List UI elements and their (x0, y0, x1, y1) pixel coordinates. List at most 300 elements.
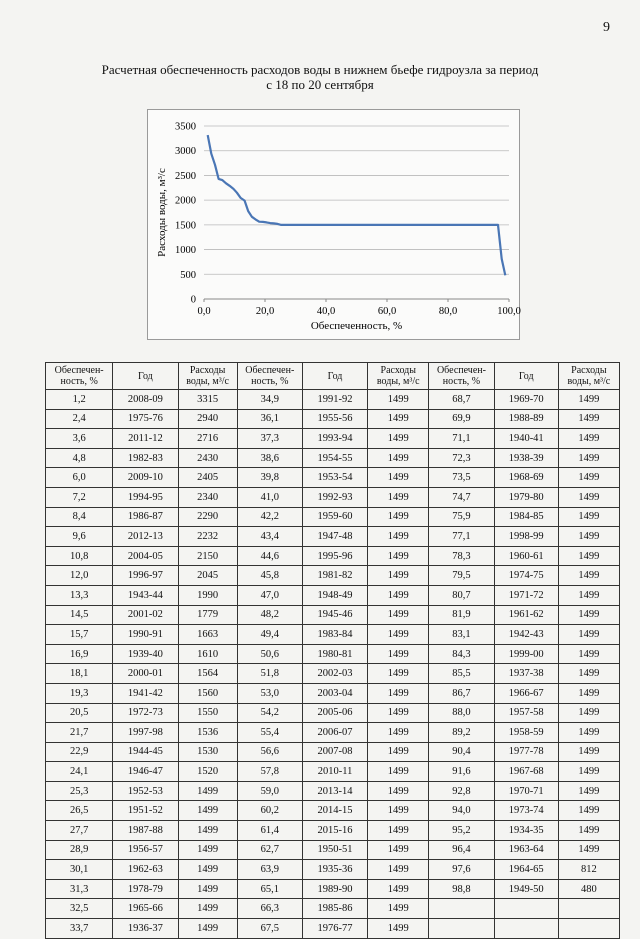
table-cell: 27,7 (46, 821, 113, 841)
y-tick-label: 1000 (175, 245, 196, 257)
column-header: Год (113, 363, 178, 390)
x-tick-label: 80,0 (438, 306, 458, 317)
table-cell: 60,2 (237, 801, 302, 821)
table-cell: 28,9 (46, 840, 113, 860)
table-cell: 97,6 (429, 860, 494, 880)
table-cell: 89,2 (429, 723, 494, 743)
table-cell: 1499 (368, 723, 429, 743)
table-cell: 1989-90 (302, 879, 367, 899)
table-cell: 79,5 (429, 566, 494, 586)
table-cell: 2002-03 (302, 664, 367, 684)
table-cell: 2008-09 (113, 390, 178, 410)
table-cell: 22,9 (46, 742, 113, 762)
data-table (45, 362, 620, 939)
table-cell: 31,3 (46, 879, 113, 899)
table-row (46, 448, 620, 468)
table-cell: 1934-35 (494, 821, 558, 841)
table-cell: 1955-56 (302, 409, 367, 429)
table-row (46, 625, 620, 645)
table-row (46, 821, 620, 841)
table-cell: 85,5 (429, 664, 494, 684)
table-cell: 54,2 (237, 703, 302, 723)
table-cell (558, 919, 619, 939)
table-cell (429, 919, 494, 939)
table-cell: 1938-39 (494, 448, 558, 468)
table-cell: 1499 (368, 840, 429, 860)
table-cell: 1499 (558, 507, 619, 527)
table-cell: 95,2 (429, 821, 494, 841)
table-row (46, 507, 620, 527)
table-cell: 1971-72 (494, 585, 558, 605)
table-cell: 33,7 (46, 919, 113, 939)
table-cell: 1976-77 (302, 919, 367, 939)
table-cell: 2001-02 (113, 605, 178, 625)
table-row (46, 919, 620, 939)
table-cell: 2004-05 (113, 546, 178, 566)
table-cell: 1499 (368, 664, 429, 684)
table-cell: 1499 (368, 781, 429, 801)
table-cell: 1960-61 (494, 546, 558, 566)
table-cell: 13,3 (46, 585, 113, 605)
table-cell: 66,3 (237, 899, 302, 919)
table-cell: 1499 (558, 625, 619, 645)
table-cell: 2430 (178, 448, 237, 468)
table-cell: 21,7 (46, 723, 113, 743)
table-cell: 1499 (558, 644, 619, 664)
table-cell: 1499 (558, 781, 619, 801)
table-cell: 1965-66 (113, 899, 178, 919)
table-cell: 19,3 (46, 683, 113, 703)
table-cell: 1499 (368, 742, 429, 762)
table-cell: 2009-10 (113, 468, 178, 488)
table-cell: 1499 (558, 742, 619, 762)
table-cell: 1942-43 (494, 625, 558, 645)
table-cell: 1944-45 (113, 742, 178, 762)
table-cell: 1956-57 (113, 840, 178, 860)
table-cell: 1935-36 (302, 860, 367, 880)
table-cell: 1499 (368, 546, 429, 566)
table-cell: 1499 (558, 546, 619, 566)
table-cell: 90,4 (429, 742, 494, 762)
table-cell: 53,0 (237, 683, 302, 703)
table-cell: 1981-82 (302, 566, 367, 586)
table-cell: 34,9 (237, 390, 302, 410)
table-cell: 88,0 (429, 703, 494, 723)
table-cell: 1530 (178, 742, 237, 762)
table-cell: 1499 (558, 527, 619, 547)
table-cell: 2,4 (46, 409, 113, 429)
table-cell: 77,1 (429, 527, 494, 547)
table-cell: 1499 (558, 840, 619, 860)
table-cell: 55,4 (237, 723, 302, 743)
table-cell: 812 (558, 860, 619, 880)
table-cell (429, 899, 494, 919)
table-cell: 83,1 (429, 625, 494, 645)
table-cell: 1499 (368, 821, 429, 841)
table-cell: 1967-68 (494, 762, 558, 782)
table-cell: 3,6 (46, 429, 113, 449)
column-header: Обеспечен- ность, % (46, 363, 113, 390)
table-cell: 2716 (178, 429, 237, 449)
table-cell: 1945-46 (302, 605, 367, 625)
table-cell: 1940-41 (494, 429, 558, 449)
table-cell: 1996-97 (113, 566, 178, 586)
table-cell: 98,8 (429, 879, 494, 899)
table-cell: 1937-38 (494, 664, 558, 684)
table-cell: 1499 (558, 566, 619, 586)
table-cell: 1972-73 (113, 703, 178, 723)
y-axis-title: Расходы воды, м³/с (156, 168, 168, 257)
table-row (46, 566, 620, 586)
table-cell: 1974-75 (494, 566, 558, 586)
table-cell: 1959-60 (302, 507, 367, 527)
table-cell: 3315 (178, 390, 237, 410)
table-row (46, 781, 620, 801)
table-cell: 2010-11 (302, 762, 367, 782)
table-cell: 1985-86 (302, 899, 367, 919)
x-tick-label: 0,0 (197, 306, 211, 317)
table-cell: 78,3 (429, 546, 494, 566)
table-cell: 1499 (558, 703, 619, 723)
table-cell: 1964-65 (494, 860, 558, 880)
table-cell: 1499 (368, 801, 429, 821)
table-cell: 39,8 (237, 468, 302, 488)
table-cell: 1499 (558, 448, 619, 468)
table-cell: 1499 (368, 468, 429, 488)
table-body (46, 390, 620, 939)
table-row (46, 860, 620, 880)
table-cell: 1499 (368, 585, 429, 605)
table-row (46, 390, 620, 410)
table-row (46, 605, 620, 625)
table-cell: 18,1 (46, 664, 113, 684)
column-header: Расходы воды, м³/с (368, 363, 429, 390)
table-cell: 1499 (368, 527, 429, 547)
table-cell: 1992-93 (302, 487, 367, 507)
table-cell: 10,8 (46, 546, 113, 566)
x-axis-title: Обеспеченность, % (310, 320, 403, 332)
table-cell: 1994-95 (113, 487, 178, 507)
table-cell: 1499 (558, 468, 619, 488)
table-cell: 1499 (368, 429, 429, 449)
table-cell: 68,7 (429, 390, 494, 410)
table-cell: 20,5 (46, 703, 113, 723)
table-cell: 1954-55 (302, 448, 367, 468)
table-row (46, 468, 620, 488)
table-cell: 1993-94 (302, 429, 367, 449)
table-cell: 1499 (368, 566, 429, 586)
table-cell: 1564 (178, 664, 237, 684)
table-cell: 1560 (178, 683, 237, 703)
table-cell: 43,4 (237, 527, 302, 547)
table-cell: 56,6 (237, 742, 302, 762)
chart-container (147, 109, 520, 340)
table-cell: 51,8 (237, 664, 302, 684)
table-cell: 2011-12 (113, 429, 178, 449)
table-cell: 1943-44 (113, 585, 178, 605)
table-cell: 1536 (178, 723, 237, 743)
table-cell: 1970-71 (494, 781, 558, 801)
table-cell: 74,7 (429, 487, 494, 507)
table-cell: 1953-54 (302, 468, 367, 488)
x-tick-label: 20,0 (255, 306, 275, 317)
table-cell: 1980-81 (302, 644, 367, 664)
table-cell: 2150 (178, 546, 237, 566)
table-cell: 1969-70 (494, 390, 558, 410)
table-cell: 1990-91 (113, 625, 178, 645)
table-cell: 1610 (178, 644, 237, 664)
table-cell: 1499 (178, 801, 237, 821)
table-cell: 1499 (558, 801, 619, 821)
table-cell: 47,0 (237, 585, 302, 605)
table-cell: 48,2 (237, 605, 302, 625)
table-cell: 2340 (178, 487, 237, 507)
table-cell: 1499 (368, 390, 429, 410)
table-cell: 1973-74 (494, 801, 558, 821)
column-header: Год (302, 363, 367, 390)
table-cell: 1499 (178, 879, 237, 899)
column-header: Расходы воды, м³/с (178, 363, 237, 390)
table-cell: 1499 (178, 781, 237, 801)
table-cell: 26,5 (46, 801, 113, 821)
table-cell: 1663 (178, 625, 237, 645)
table-row (46, 879, 620, 899)
table-cell: 59,0 (237, 781, 302, 801)
table-row (46, 487, 620, 507)
table-cell: 24,1 (46, 762, 113, 782)
table-cell: 63,9 (237, 860, 302, 880)
table-cell: 1499 (558, 683, 619, 703)
y-tick-label: 1500 (175, 220, 196, 232)
table-cell: 49,4 (237, 625, 302, 645)
table-cell: 69,9 (429, 409, 494, 429)
table-cell: 1952-53 (113, 781, 178, 801)
table-cell: 1499 (178, 919, 237, 939)
table-cell: 1984-85 (494, 507, 558, 527)
table-cell: 1499 (178, 840, 237, 860)
table-cell: 30,1 (46, 860, 113, 880)
table-cell: 1995-96 (302, 546, 367, 566)
table-cell: 32,5 (46, 899, 113, 919)
table-cell: 61,4 (237, 821, 302, 841)
table-row (46, 742, 620, 762)
column-header: Расходы воды, м³/с (558, 363, 619, 390)
table-cell: 15,7 (46, 625, 113, 645)
table-cell: 84,3 (429, 644, 494, 664)
table-cell: 1983-84 (302, 625, 367, 645)
table-cell: 1946-47 (113, 762, 178, 782)
table-cell: 1941-42 (113, 683, 178, 703)
table-header-row (46, 363, 620, 390)
table-cell: 1499 (368, 448, 429, 468)
table-cell: 2003-04 (302, 683, 367, 703)
table-cell: 1499 (368, 507, 429, 527)
table-cell: 1977-78 (494, 742, 558, 762)
table-row (46, 723, 620, 743)
table-cell: 86,7 (429, 683, 494, 703)
x-tick-label: 40,0 (316, 306, 336, 317)
title-line-1: Расчетная обеспеченность расходов воды в нижнем бьефе гидроузла за период (101, 62, 539, 77)
table-cell: 1499 (558, 429, 619, 449)
table-cell: 1963-64 (494, 840, 558, 860)
table-cell: 1499 (178, 899, 237, 919)
table-cell: 2012-13 (113, 527, 178, 547)
table-cell: 42,2 (237, 507, 302, 527)
table-cell: 1499 (558, 585, 619, 605)
y-tick-label: 3000 (175, 146, 196, 158)
table-cell (558, 899, 619, 919)
table-cell: 1988-89 (494, 409, 558, 429)
table-cell: 1499 (178, 821, 237, 841)
table-cell: 16,9 (46, 644, 113, 664)
table-cell: 1997-98 (113, 723, 178, 743)
table-row (46, 703, 620, 723)
page-number: 9 (603, 20, 610, 35)
table-cell: 9,6 (46, 527, 113, 547)
table-cell (494, 919, 558, 939)
table-cell: 1499 (368, 625, 429, 645)
table-cell: 1958-59 (494, 723, 558, 743)
table-cell: 7,2 (46, 487, 113, 507)
table-row (46, 546, 620, 566)
table-cell: 1550 (178, 703, 237, 723)
table-cell: 2405 (178, 468, 237, 488)
table-cell: 36,1 (237, 409, 302, 429)
probability-chart (148, 110, 521, 341)
table-cell: 1499 (558, 821, 619, 841)
table-row (46, 409, 620, 429)
y-tick-label: 2500 (175, 170, 196, 182)
table-cell: 1499 (368, 409, 429, 429)
table-cell: 1950-51 (302, 840, 367, 860)
table-cell: 8,4 (46, 507, 113, 527)
table-cell: 2000-01 (113, 664, 178, 684)
y-tick-label: 3500 (175, 121, 196, 133)
title-line-2: с 18 по 20 сентября (266, 77, 374, 92)
table-cell: 1968-69 (494, 468, 558, 488)
table-cell: 1975-76 (113, 409, 178, 429)
table-cell: 41,0 (237, 487, 302, 507)
table-cell: 80,7 (429, 585, 494, 605)
table-cell: 71,1 (429, 429, 494, 449)
table-cell: 73,5 (429, 468, 494, 488)
y-tick-label: 500 (180, 269, 196, 281)
table-row (46, 527, 620, 547)
table-cell: 4,8 (46, 448, 113, 468)
column-header: Год (494, 363, 558, 390)
table-cell: 92,8 (429, 781, 494, 801)
x-tick-label: 100,0 (497, 306, 521, 317)
table-cell: 1499 (368, 879, 429, 899)
table-cell: 1939-40 (113, 644, 178, 664)
table-row (46, 429, 620, 449)
table-cell: 45,8 (237, 566, 302, 586)
table-cell: 1978-79 (113, 879, 178, 899)
table-cell: 2232 (178, 527, 237, 547)
table-cell: 25,3 (46, 781, 113, 801)
table-cell: 1499 (558, 487, 619, 507)
table-cell: 1499 (368, 762, 429, 782)
column-header: Обеспечен- ность, % (237, 363, 302, 390)
table-cell: 1499 (178, 860, 237, 880)
x-tick-label: 60,0 (377, 306, 397, 317)
table-cell: 2015-16 (302, 821, 367, 841)
table-cell: 2290 (178, 507, 237, 527)
table-row (46, 899, 620, 919)
series-line (208, 135, 506, 275)
y-tick-label: 0 (190, 294, 196, 306)
table-cell: 75,9 (429, 507, 494, 527)
table-cell: 91,6 (429, 762, 494, 782)
table-cell: 1998-99 (494, 527, 558, 547)
table-cell: 1499 (368, 487, 429, 507)
table-cell: 1779 (178, 605, 237, 625)
table-cell: 50,6 (237, 644, 302, 664)
table-cell: 1499 (558, 762, 619, 782)
table-cell: 1986-87 (113, 507, 178, 527)
table-cell: 57,8 (237, 762, 302, 782)
table-row (46, 840, 620, 860)
table-cell (494, 899, 558, 919)
table-cell: 2045 (178, 566, 237, 586)
table-cell: 2005-06 (302, 703, 367, 723)
table-cell: 1499 (558, 605, 619, 625)
table-cell: 38,6 (237, 448, 302, 468)
table-cell: 1499 (368, 703, 429, 723)
table-cell: 1957-58 (494, 703, 558, 723)
table-cell: 2014-15 (302, 801, 367, 821)
table-cell: 62,7 (237, 840, 302, 860)
table-row (46, 585, 620, 605)
table-row (46, 664, 620, 684)
table-cell: 1949-50 (494, 879, 558, 899)
table-cell: 1499 (558, 390, 619, 410)
table-cell: 1499 (368, 919, 429, 939)
table-cell: 1961-62 (494, 605, 558, 625)
table-cell: 1948-49 (302, 585, 367, 605)
table-cell: 2006-07 (302, 723, 367, 743)
table-cell: 1499 (558, 664, 619, 684)
table-cell: 1499 (368, 683, 429, 703)
table-row (46, 644, 620, 664)
table-cell: 94,0 (429, 801, 494, 821)
table-cell: 2007-08 (302, 742, 367, 762)
table-cell: 65,1 (237, 879, 302, 899)
table-cell: 1966-67 (494, 683, 558, 703)
table-cell: 1991-92 (302, 390, 367, 410)
table-cell: 1,2 (46, 390, 113, 410)
table-cell: 96,4 (429, 840, 494, 860)
table-cell: 1947-48 (302, 527, 367, 547)
table-cell: 1499 (368, 860, 429, 880)
table-cell: 2013-14 (302, 781, 367, 801)
table-cell: 1990 (178, 585, 237, 605)
table-cell: 480 (558, 879, 619, 899)
table-cell: 37,3 (237, 429, 302, 449)
table-cell: 44,6 (237, 546, 302, 566)
column-header: Обеспечен- ность, % (429, 363, 494, 390)
table-cell: 14,5 (46, 605, 113, 625)
table-cell: 1520 (178, 762, 237, 782)
table-cell: 1979-80 (494, 487, 558, 507)
table-cell: 1987-88 (113, 821, 178, 841)
table-cell: 1499 (558, 723, 619, 743)
table-row (46, 762, 620, 782)
table-cell: 1951-52 (113, 801, 178, 821)
table-cell: 6,0 (46, 468, 113, 488)
table-cell: 1962-63 (113, 860, 178, 880)
table-cell: 12,0 (46, 566, 113, 586)
